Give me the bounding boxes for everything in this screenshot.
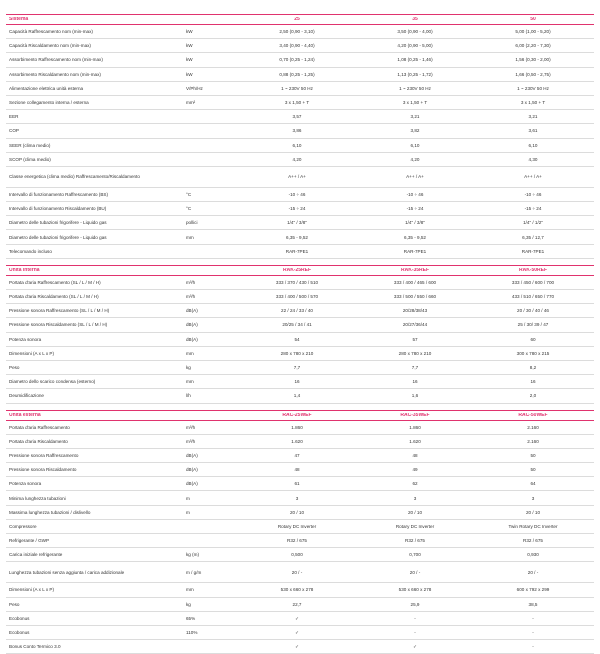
spec-row bbox=[6, 318, 594, 332]
spec-value: 0,500 bbox=[238, 552, 356, 557]
spec-value: 20 / 10 bbox=[238, 510, 356, 515]
spec-value: 3 bbox=[474, 496, 592, 501]
spec-row bbox=[6, 612, 594, 626]
section-header bbox=[6, 14, 594, 25]
spec-value: 0,88 (0,25 - 1,25) bbox=[238, 72, 356, 77]
spec-row bbox=[6, 276, 594, 290]
spec-value: 1.860 bbox=[356, 425, 474, 430]
spec-value: 1/4" / 3/8" bbox=[238, 220, 356, 225]
spec-value: R32 / 675 bbox=[356, 538, 474, 543]
spec-row bbox=[6, 534, 594, 548]
spec-value: 6,35 / 12,7 bbox=[474, 235, 592, 240]
spec-value: 1.860 bbox=[238, 425, 356, 430]
spec-unit: mm bbox=[182, 379, 238, 384]
spec-value: 1,08 (0,25 - 1,46) bbox=[356, 57, 474, 62]
spec-label: Pressione sonora Riscaldamento (SL / L / M / H) bbox=[6, 322, 182, 327]
spec-label: Assorbimento Riscaldamento nom (min-max) bbox=[6, 72, 182, 77]
spec-value: - bbox=[356, 630, 474, 635]
spec-label: Diametro delle tubazioni frigorifere - Liquido gas bbox=[6, 235, 182, 240]
spec-value: A++ / A+ bbox=[474, 174, 592, 179]
spec-value: 6,10 bbox=[238, 143, 356, 148]
spec-value: 280 x 780 x 210 bbox=[356, 351, 474, 356]
spec-value: 20/27/36/44 bbox=[356, 322, 474, 327]
spec-value: 16 bbox=[238, 379, 356, 384]
spec-row bbox=[6, 548, 594, 562]
spec-value: 3,21 bbox=[474, 114, 592, 119]
spec-unit: kg bbox=[182, 365, 238, 370]
spec-unit: °C bbox=[182, 206, 238, 211]
spec-label: Alimentazione elettrica unità esterna bbox=[6, 86, 182, 91]
spec-value: 4,30 bbox=[474, 157, 592, 162]
section-sistema bbox=[6, 14, 594, 259]
spec-value: 3,50 (0,90 - 4,00) bbox=[356, 29, 474, 34]
spec-row bbox=[6, 39, 594, 53]
spec-value: 2,0 bbox=[474, 393, 592, 398]
spec-value: 3,21 bbox=[356, 114, 474, 119]
spec-value: 22,7 bbox=[238, 602, 356, 607]
spec-value: 333 / 400 / 465 / 600 bbox=[356, 280, 474, 285]
spec-label: Peso bbox=[6, 602, 182, 607]
spec-label: Peso bbox=[6, 365, 182, 370]
spec-value: 530 x 660 x 278 bbox=[238, 587, 356, 592]
spec-value: 60 bbox=[474, 337, 592, 342]
spec-value: 1,66 (0,50 - 2,75) bbox=[474, 72, 592, 77]
spec-label: Capacità Raffrescamento nom (min-max) bbox=[6, 29, 182, 34]
spec-row bbox=[6, 139, 594, 153]
spec-value: 50 bbox=[474, 467, 592, 472]
spec-label: Pressione sonora Riscaldamento bbox=[6, 467, 182, 472]
spec-row bbox=[6, 230, 594, 244]
spec-value: 20/28/38/43 bbox=[356, 308, 474, 313]
model-column-heading: RAC-50WEF bbox=[474, 413, 592, 418]
spec-value: -15 ÷ 24 bbox=[356, 206, 474, 211]
spec-row bbox=[6, 124, 594, 138]
spec-label: Assorbimento Raffrescamento nom (min-max) bbox=[6, 57, 182, 62]
spec-row bbox=[6, 25, 594, 39]
spec-value: 20 / - bbox=[356, 570, 474, 575]
spec-value: 57 bbox=[356, 337, 474, 342]
model-column-heading: RAK-35REF bbox=[356, 268, 474, 273]
spec-value: 2,50 (0,90 - 3,10) bbox=[238, 29, 356, 34]
spec-value: ✓ bbox=[238, 616, 356, 621]
spec-value: 38,5 bbox=[474, 602, 592, 607]
spec-value: 3 x 1,50 + T bbox=[356, 100, 474, 105]
spec-value: 1 ~ 230V 50 Hz bbox=[238, 86, 356, 91]
spec-value: 4,20 bbox=[238, 157, 356, 162]
spec-value: 1,56 (0,30 - 2,00) bbox=[474, 57, 592, 62]
spec-value: 16 bbox=[356, 379, 474, 384]
spec-label: Bonus Conto Termico 3.0 bbox=[6, 644, 182, 649]
spec-unit: dB(A) bbox=[182, 467, 238, 472]
spec-label: Capacità Riscaldamento nom (min-max) bbox=[6, 43, 182, 48]
spec-label: EER bbox=[6, 114, 182, 119]
spec-value: 5,00 (1,00 - 5,20) bbox=[474, 29, 592, 34]
spec-unit: kW bbox=[182, 57, 238, 62]
spec-value: 1.620 bbox=[238, 439, 356, 444]
spec-value: 530 x 660 x 278 bbox=[356, 587, 474, 592]
spec-unit: mm² bbox=[182, 100, 238, 105]
spec-unit: l/h bbox=[182, 393, 238, 398]
spec-label: Minima lunghezza tubazioni bbox=[6, 496, 182, 501]
spec-value: 433 / 510 / 650 / 770 bbox=[474, 294, 592, 299]
spec-value: 50 bbox=[474, 453, 592, 458]
spec-value: 2.160 bbox=[474, 439, 592, 444]
spec-row bbox=[6, 389, 594, 403]
spec-value: 3,82 bbox=[356, 128, 474, 133]
spec-value: 4,20 (0,90 - 5,00) bbox=[356, 43, 474, 48]
spec-value: R32 / 675 bbox=[474, 538, 592, 543]
spec-label: Carica iniziale refrigerante bbox=[6, 552, 182, 557]
spec-value: A++ / A+ bbox=[356, 174, 474, 179]
spec-value: 1/4" / 1/2" bbox=[474, 220, 592, 225]
spec-value: RAR-7PE1 bbox=[238, 249, 356, 254]
spec-label: Ecobonus bbox=[6, 630, 182, 635]
spec-row bbox=[6, 53, 594, 67]
spec-value: - bbox=[474, 644, 592, 649]
spec-unit: kg bbox=[182, 602, 238, 607]
spec-row bbox=[6, 82, 594, 96]
spec-value: ✓ bbox=[238, 630, 356, 635]
spec-row bbox=[6, 562, 594, 583]
model-column-heading: RAC-35WEF bbox=[356, 413, 474, 418]
model-column-heading: 25 bbox=[238, 17, 356, 22]
spec-value: -10 ÷ 46 bbox=[238, 192, 356, 197]
spec-unit: kW bbox=[182, 29, 238, 34]
spec-row bbox=[6, 361, 594, 375]
spec-unit: V/Ph/Hz bbox=[182, 86, 238, 91]
section-unita-interna bbox=[6, 265, 594, 404]
spec-row bbox=[6, 435, 594, 449]
spec-row bbox=[6, 347, 594, 361]
spec-label: Massima lunghezza tubazioni / dislivello bbox=[6, 510, 182, 515]
spec-label: Lunghezza tubazioni senza aggiunta / carica addizionale bbox=[6, 570, 182, 575]
spec-value: 1,13 (0,25 - 1,72) bbox=[356, 72, 474, 77]
spec-row bbox=[6, 167, 594, 188]
spec-unit: m bbox=[182, 496, 238, 501]
spec-value: 7,7 bbox=[356, 365, 474, 370]
spec-value: 48 bbox=[356, 453, 474, 458]
spec-value: 6,35 - 9,52 bbox=[238, 235, 356, 240]
spec-value: 6,10 bbox=[356, 143, 474, 148]
spec-label: Diametro dello scarico condensa (esterno) bbox=[6, 379, 182, 384]
spec-value: 3 x 1,50 + T bbox=[474, 100, 592, 105]
spec-unit: m bbox=[182, 510, 238, 515]
spec-value: - bbox=[474, 630, 592, 635]
spec-label: Dimensioni (A x L x P) bbox=[6, 351, 182, 356]
spec-row bbox=[6, 477, 594, 491]
spec-unit: dB(A) bbox=[182, 337, 238, 342]
model-column-heading: 35 bbox=[356, 17, 474, 22]
spec-unit: m³/h bbox=[182, 425, 238, 430]
spec-value: 20 / 10 bbox=[356, 510, 474, 515]
spec-value: 3 bbox=[238, 496, 356, 501]
section-header bbox=[6, 410, 594, 421]
spec-value: Rotary DC Inverter bbox=[356, 524, 474, 529]
spec-value: 20 / - bbox=[474, 570, 592, 575]
spec-value: 3 bbox=[356, 496, 474, 501]
spec-label: Portata d'aria Raffrescamento bbox=[6, 425, 182, 430]
spec-value: 64 bbox=[474, 481, 592, 486]
spec-label: Sezione collegamento interna / esterna bbox=[6, 100, 182, 105]
spec-value: 20 / 30 / 40 / 46 bbox=[474, 308, 592, 313]
spec-value: 3,40 (0,90 - 4,40) bbox=[238, 43, 356, 48]
spec-unit: mm bbox=[182, 587, 238, 592]
spec-value: 333 / 500 / 550 / 660 bbox=[356, 294, 474, 299]
spec-row bbox=[6, 153, 594, 167]
spec-value: 62 bbox=[356, 481, 474, 486]
spec-value: 20/25 / 34 / 41 bbox=[238, 322, 356, 327]
spec-unit: dB(A) bbox=[182, 308, 238, 313]
spec-value: 22 / 24 / 33 / 40 bbox=[238, 308, 356, 313]
spec-row bbox=[6, 626, 594, 640]
spec-value: 6,10 bbox=[474, 143, 592, 148]
spec-value: Twin Rotary DC Inverter bbox=[474, 524, 592, 529]
spec-label: Intervallo di funzionamento Raffrescamento (BS) bbox=[6, 192, 182, 197]
spec-label: SEER (clima medio) bbox=[6, 143, 182, 148]
spec-value: 3,57 bbox=[238, 114, 356, 119]
spec-label: Classe energetica (clima medio) Raffrescamento/Riscaldamento bbox=[6, 174, 182, 179]
spec-unit: m³/h bbox=[182, 280, 238, 285]
spec-value: 0,700 bbox=[356, 552, 474, 557]
spec-value: 25,9 bbox=[356, 602, 474, 607]
section-title: Unità esterna bbox=[6, 413, 182, 418]
spec-label: Potenza sonora bbox=[6, 481, 182, 486]
spec-value: - bbox=[474, 616, 592, 621]
spec-label: Potenza sonora bbox=[6, 337, 182, 342]
spec-row bbox=[6, 491, 594, 505]
spec-value: RAR-7PE1 bbox=[356, 249, 474, 254]
spec-unit: 65% bbox=[182, 616, 238, 621]
spec-value: 1,4 bbox=[238, 393, 356, 398]
spec-row bbox=[6, 449, 594, 463]
spec-label: Compressore bbox=[6, 524, 182, 529]
spec-label: Portata d'aria Raffrescamento (SL / L / M / H) bbox=[6, 280, 182, 285]
spec-label: Dimensioni (A x L x P) bbox=[6, 587, 182, 592]
spec-value: 3,86 bbox=[238, 128, 356, 133]
spec-row bbox=[6, 375, 594, 389]
spec-label: Diametro delle tubazioni frigorifere - Liquido gas bbox=[6, 220, 182, 225]
spec-unit: dB(A) bbox=[182, 453, 238, 458]
spec-row bbox=[6, 68, 594, 82]
spec-value: 47 bbox=[238, 453, 356, 458]
spec-value: 6,00 (2,20 - 7,30) bbox=[474, 43, 592, 48]
spec-value: RAR-7PE1 bbox=[474, 249, 592, 254]
spec-value: -10 ÷ 46 bbox=[356, 192, 474, 197]
spec-label: Deumidificazione bbox=[6, 393, 182, 398]
spec-unit: kW bbox=[182, 72, 238, 77]
spec-unit: kW bbox=[182, 43, 238, 48]
spec-row bbox=[6, 640, 594, 654]
spec-value: 20 / 10 bbox=[474, 510, 592, 515]
spec-unit: mm bbox=[182, 351, 238, 356]
spec-row bbox=[6, 202, 594, 216]
spec-value: 280 x 780 x 210 bbox=[238, 351, 356, 356]
spec-label: Telecomando incluso bbox=[6, 249, 182, 254]
spec-row bbox=[6, 421, 594, 435]
spec-row bbox=[6, 583, 594, 597]
spec-unit: °C bbox=[182, 192, 238, 197]
spec-unit: 110% bbox=[182, 630, 238, 635]
spec-sheet bbox=[6, 14, 594, 654]
spec-row bbox=[6, 188, 594, 202]
spec-value: - bbox=[356, 616, 474, 621]
spec-value: ✓ bbox=[356, 644, 474, 649]
spec-value: 333 / 400 / 500 / 570 bbox=[238, 294, 356, 299]
spec-value: 8,2 bbox=[474, 365, 592, 370]
spec-unit: m / g/m bbox=[182, 570, 238, 575]
spec-value: 54 bbox=[238, 337, 356, 342]
spec-value: 333 / 370 / 430 / 510 bbox=[238, 280, 356, 285]
spec-value: -15 ÷ 24 bbox=[238, 206, 356, 211]
spec-unit: kg (m) bbox=[182, 552, 238, 557]
spec-value: 61 bbox=[238, 481, 356, 486]
spec-value: 1 ~ 230V 50 Hz bbox=[356, 86, 474, 91]
spec-unit: pollici bbox=[182, 220, 238, 225]
spec-value: 3 x 1,50 + T bbox=[238, 100, 356, 105]
spec-value: 0,930 bbox=[474, 552, 592, 557]
spec-value: 16 bbox=[474, 379, 592, 384]
spec-value: 1 ~ 230V 50 Hz bbox=[474, 86, 592, 91]
spec-value: 20 / - bbox=[238, 570, 356, 575]
spec-value: 25 / 30/ 39 / 47 bbox=[474, 322, 592, 327]
spec-value: 1.620 bbox=[356, 439, 474, 444]
spec-unit: m³/h bbox=[182, 294, 238, 299]
spec-value: A++ / A+ bbox=[238, 174, 356, 179]
spec-label: Pressione sonora Raffrescamento bbox=[6, 453, 182, 458]
spec-value: 4,20 bbox=[356, 157, 474, 162]
model-column-heading: RAC-25WEF bbox=[238, 413, 356, 418]
spec-value: -10 ÷ 46 bbox=[474, 192, 592, 197]
spec-row bbox=[6, 463, 594, 477]
spec-value: 49 bbox=[356, 467, 474, 472]
spec-value: Rotary DC Inverter bbox=[238, 524, 356, 529]
section-header bbox=[6, 265, 594, 276]
spec-unit: mm bbox=[182, 235, 238, 240]
section-title: Unità interna bbox=[6, 268, 182, 273]
model-column-heading: 50 bbox=[474, 17, 592, 22]
spec-row bbox=[6, 290, 594, 304]
spec-value: 48 bbox=[238, 467, 356, 472]
spec-label: Portata d'aria Riscaldamento bbox=[6, 439, 182, 444]
spec-value: 6,35 - 9,52 bbox=[356, 235, 474, 240]
spec-value: 3,61 bbox=[474, 128, 592, 133]
spec-row bbox=[6, 304, 594, 318]
spec-label: COP bbox=[6, 128, 182, 133]
spec-value: ✓ bbox=[238, 644, 356, 649]
spec-label: Portata d'aria Riscaldamento (SL / L / M / H) bbox=[6, 294, 182, 299]
model-column-heading: RAK-25REF bbox=[238, 268, 356, 273]
spec-unit: m³/h bbox=[182, 439, 238, 444]
spec-unit: dB(A) bbox=[182, 322, 238, 327]
spec-row bbox=[6, 96, 594, 110]
spec-value: -15 ÷ 24 bbox=[474, 206, 592, 211]
spec-value: 600 x 792 x 299 bbox=[474, 587, 592, 592]
spec-unit: dB(A) bbox=[182, 481, 238, 486]
spec-value: 1/4" / 3/8" bbox=[356, 220, 474, 225]
spec-row bbox=[6, 110, 594, 124]
spec-value: 300 x 780 x 215 bbox=[474, 351, 592, 356]
spec-label: Pressione sonora Raffrescamento (SL / L / M / H) bbox=[6, 308, 182, 313]
spec-label: Intervallo di funzionamento Riscaldamento (BU) bbox=[6, 206, 182, 211]
model-column-heading: RAK-50REF bbox=[474, 268, 592, 273]
spec-value: 1,6 bbox=[356, 393, 474, 398]
spec-row bbox=[6, 333, 594, 347]
section-title: Sistema bbox=[6, 17, 182, 22]
spec-label: Ecobonus bbox=[6, 616, 182, 621]
spec-value: 7,7 bbox=[238, 365, 356, 370]
spec-label: Refrigerante / GWP bbox=[6, 538, 182, 543]
spec-value: R32 / 675 bbox=[238, 538, 356, 543]
spec-value: 333 / 450 / 600 / 700 bbox=[474, 280, 592, 285]
spec-row bbox=[6, 520, 594, 534]
spec-row bbox=[6, 216, 594, 230]
spec-value: 2.160 bbox=[474, 425, 592, 430]
spec-label: SCOP (clima medio) bbox=[6, 157, 182, 162]
spec-row bbox=[6, 506, 594, 520]
spec-row bbox=[6, 245, 594, 259]
spec-value: 0,70 (0,25 - 1,24) bbox=[238, 57, 356, 62]
section-unita-esterna bbox=[6, 410, 594, 654]
